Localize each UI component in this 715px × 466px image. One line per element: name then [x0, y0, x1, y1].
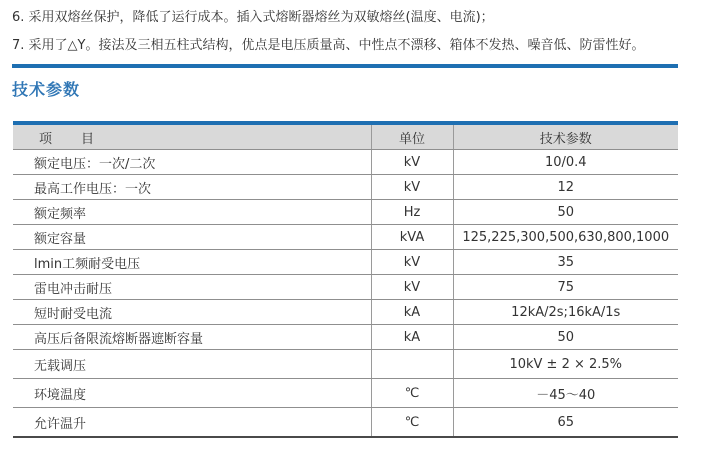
- row-name: 额定容量: [13, 225, 371, 250]
- header-param: 技术参数: [453, 125, 678, 150]
- row-name: 最高工作电压：一次: [13, 175, 371, 200]
- row-unit: kV: [371, 150, 453, 175]
- intro-line-7: 7. 采用了△Y。接法及三相五柱式结构，优点是电压质量高、中性点不漂移、箱体不发热、噪音低、防雷性好。: [12, 38, 645, 53]
- table-row: [13, 200, 678, 225]
- row-name: 允许温升: [13, 408, 371, 438]
- header-item: 项 目: [13, 125, 371, 150]
- table-row: [13, 250, 678, 275]
- table-row: [13, 275, 678, 300]
- row-name: 环境温度: [13, 379, 371, 408]
- row-unit: [371, 350, 453, 379]
- section-title: 技术参数: [12, 80, 81, 99]
- row-value: －45～40: [453, 379, 678, 408]
- section-divider: [12, 64, 678, 68]
- technical-parameters-table: [13, 121, 678, 438]
- row-unit: ℃: [371, 408, 453, 438]
- table-header-row: [13, 125, 678, 150]
- table-row: [13, 150, 678, 175]
- row-value: 75: [453, 275, 678, 300]
- row-name: 额定频率: [13, 200, 371, 225]
- row-name: 无载调压: [13, 350, 371, 379]
- table-row: [13, 408, 678, 438]
- table-row: [13, 225, 678, 250]
- table-row: [13, 175, 678, 200]
- row-value: 35: [453, 250, 678, 275]
- row-value: 50: [453, 200, 678, 225]
- table-row: [13, 350, 678, 379]
- row-value: 10kV ± 2 × 2.5%: [453, 350, 678, 379]
- row-value: 50: [453, 325, 678, 350]
- row-value: 12: [453, 175, 678, 200]
- row-value: 10/0.4: [453, 150, 678, 175]
- row-unit: kA: [371, 325, 453, 350]
- row-unit: kV: [371, 275, 453, 300]
- header-unit: 单位: [371, 125, 453, 150]
- row-unit: kV: [371, 250, 453, 275]
- row-unit: Hz: [371, 200, 453, 225]
- row-value: 65: [453, 408, 678, 438]
- row-name: 短时耐受电流: [13, 300, 371, 325]
- row-name: 雷电冲击耐压: [13, 275, 371, 300]
- row-unit: ℃: [371, 379, 453, 408]
- row-value: 125,225,300,500,630,800,1000: [453, 225, 678, 250]
- table-row: [13, 300, 678, 325]
- row-name: lmin工频耐受电压: [13, 250, 371, 275]
- intro-line-6: 6. 采用双熔丝保护，降低了运行成本。插入式熔断器熔丝为双敏熔丝(温度、电流)；: [12, 10, 494, 25]
- row-name: 高压后备限流熔断器遮断容量: [13, 325, 371, 350]
- table-row: [13, 325, 678, 350]
- row-name: 额定电压：一次/二次: [13, 150, 371, 175]
- row-unit: kA: [371, 300, 453, 325]
- row-unit: kVA: [371, 225, 453, 250]
- row-unit: kV: [371, 175, 453, 200]
- table-row: [13, 379, 678, 408]
- row-value: 12kA/2s;16kA/1s: [453, 300, 678, 325]
